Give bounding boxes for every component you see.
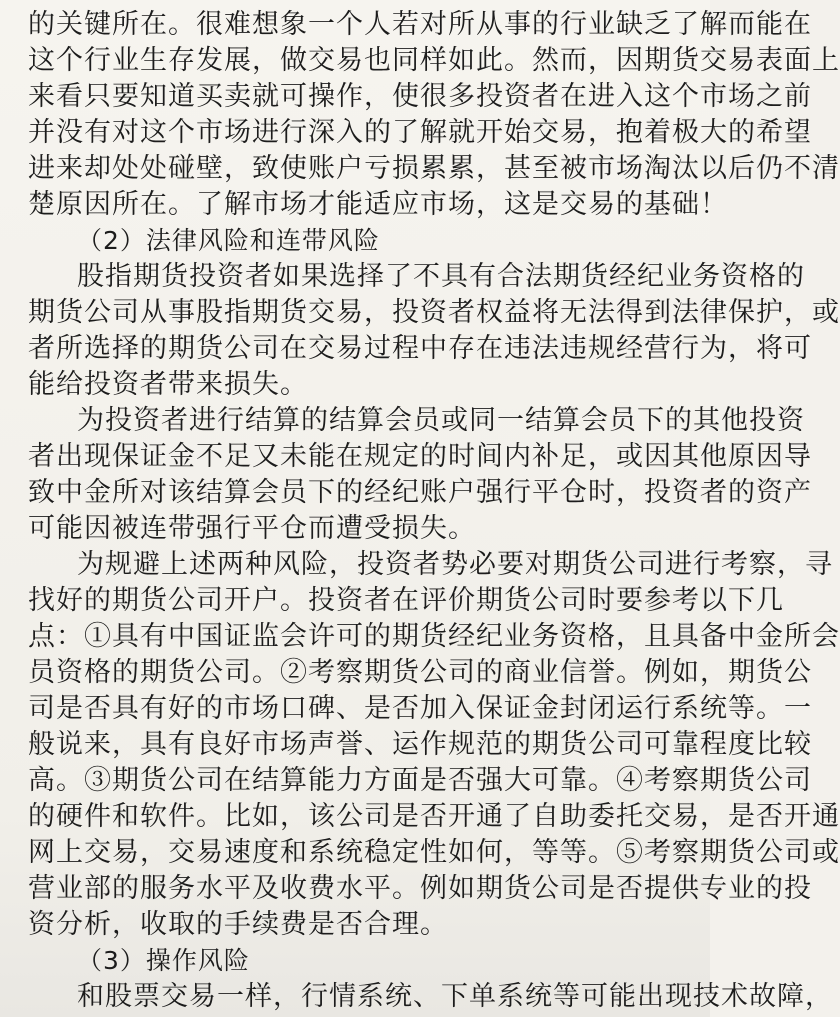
text-line: 般说来，具有良好市场声誉、运作规范的期货公司可靠程度比较 xyxy=(28,729,812,760)
text-line: 楚原因所在。了解市场才能适应市场，这是交易的基础！ xyxy=(28,189,728,220)
paragraph-first-line: 为投资者进行结算的结算会员或同一结算会员下的其他投资 xyxy=(77,405,805,436)
text-line: 能给投资者带来损失。 xyxy=(28,369,308,400)
text-line: 期货公司从事股指期货交易，投资者权益将无法得到法律保护，或 xyxy=(28,297,840,328)
text-line: 者所选择的期货公司在交易过程中存在违法违规经营行为，将可 xyxy=(28,333,812,364)
text-line: 并没有对这个市场进行深入的了解就开始交易，抱着极大的希望 xyxy=(28,117,812,148)
paragraph-first-line: 股指期货投资者如果选择了不具有合法期货经纪业务资格的 xyxy=(77,261,805,292)
text-line: 找好的期货公司开户。投资者在评价期货公司时要参考以下几 xyxy=(28,585,784,616)
section-heading: （2）法律风险和连带风险 xyxy=(77,226,380,255)
text-line: 资分析，收取的手续费是否合理。 xyxy=(28,909,448,940)
text-line: 者出现保证金不足又未能在规定的时间内补足，或因其他原因导 xyxy=(28,441,812,472)
paragraph-first-line: 和股票交易一样，行情系统、下单系统等可能出现技术故障， xyxy=(77,981,833,1012)
text-line: 这个行业生存发展，做交易也同样如此。然而，因期货交易表面上 xyxy=(28,45,840,76)
text-line: 营业部的服务水平及收费水平。例如期货公司是否提供专业的投 xyxy=(28,873,812,904)
text-line: 的硬件和软件。比如，该公司是否开通了自助委托交易，是否开通 xyxy=(28,801,840,832)
text-line: 可能因被连带强行平仓而遭受损失。 xyxy=(28,513,476,544)
text-line: 点：①具有中国证监会许可的期货经纪业务资格，且具备中金所会 xyxy=(28,621,840,652)
text-line: 来看只要知道买卖就可操作，使很多投资者在进入这个市场之前 xyxy=(28,81,812,112)
text-line: 致中金所对该结算会员下的经纪账户强行平仓时，投资者的资产 xyxy=(28,477,812,508)
text-line: 网上交易，交易速度和系统稳定性如何，等等。⑤考察期货公司或 xyxy=(28,837,840,868)
paragraph-first-line: 为规避上述两种风险，投资者势必要对期货公司进行考察，寻 xyxy=(77,549,833,580)
text-line: 进来却处处碰壁，致使账户亏损累累，甚至被市场淘汰以后仍不清 xyxy=(28,153,840,184)
text-line: 司是否具有好的市场口碑、是否加入保证金封闭运行系统等。一 xyxy=(28,693,812,724)
text-line: 员资格的期货公司。②考察期货公司的商业信誉。例如，期货公 xyxy=(28,657,812,688)
section-heading: （3）操作风险 xyxy=(77,946,250,975)
text-line: 的关键所在。很难想象一个人若对所从事的行业缺乏了解而能在 xyxy=(28,9,812,40)
text-line: 高。③期货公司在结算能力方面是否强大可靠。④考察期货公司 xyxy=(28,765,812,796)
